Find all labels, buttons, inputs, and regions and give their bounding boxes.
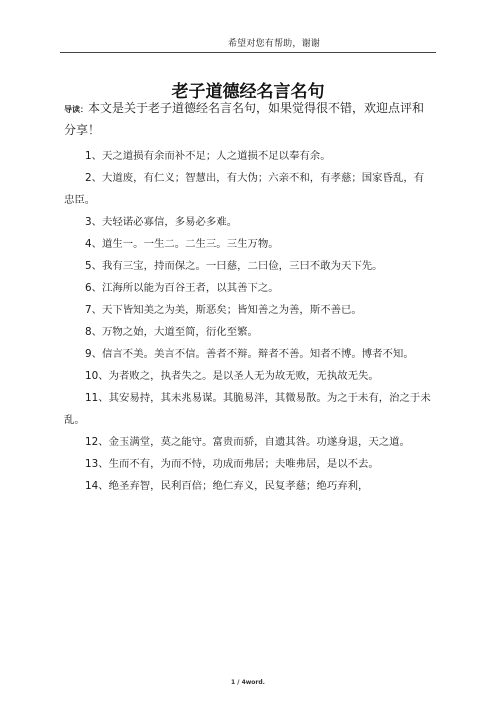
intro-paragraph <box>64 98 434 141</box>
intro-text: 本文是关于老子道德经名言名句，如果觉得很不错，欢迎点评和分享！ <box>64 101 425 137</box>
quote-item: 6、江海所以能为百谷王者，以其善下之。 <box>85 282 279 294</box>
quote-item: 13、生而不有，为而不恃，功成而弗居；夫唯弗居，是以不去。 <box>85 458 379 470</box>
document-title: 老子道德经名言名句 <box>171 82 325 103</box>
quote-item: 11、其安易持，其未兆易谋。其脆易泮，其微易散。为之于未有，治之于未乱。 <box>64 392 431 426</box>
quote-item: 4、道生一。一生二。二生三。三生万物。 <box>85 238 279 250</box>
document-body <box>64 98 434 497</box>
header-note <box>0 36 496 49</box>
header-note-text: 希望对您有帮助，谢谢 <box>227 39 320 49</box>
quote-item: 10、为者败之，执者失之。是以圣人无为故无败，无执故无失。 <box>85 370 379 382</box>
intro-lead: 导读： <box>64 105 88 114</box>
quote-item: 14、绝圣弃智，民利百倍；绝仁弃义，民复孝慈；绝巧弃利， <box>85 480 369 492</box>
quote-item: 1、天之道损有余而补不足；人之道损不足以奉有余。 <box>85 150 331 162</box>
page-footer: 1 / 4word. <box>231 679 265 686</box>
quote-list <box>64 145 434 497</box>
quote-item: 5、我有三宝，持而保之。一曰慈，二曰俭，三曰不敢为天下先。 <box>85 260 383 272</box>
quote-item: 9、信言不美。美言不信。善者不辩。辩者不善。知者不博。博者不知。 <box>85 348 414 360</box>
header-divider <box>60 52 436 53</box>
quote-item: 3、夫轻诺必寡信，多易必多难。 <box>85 216 238 228</box>
quote-item: 12、金玉满堂，莫之能守。富贵而骄，自遗其咎。功遂身退，天之道。 <box>85 436 410 448</box>
quote-item: 7、天下皆知美之为美，斯恶矣；皆知善之为善，斯不善已。 <box>85 304 362 316</box>
quote-item: 2、大道废，有仁义；智慧出，有大伪；六亲不和，有孝慈；国家昏乱，有忠臣。 <box>64 172 425 206</box>
quote-item: 8、万物之始，大道至简，衍化至繁。 <box>85 326 258 338</box>
